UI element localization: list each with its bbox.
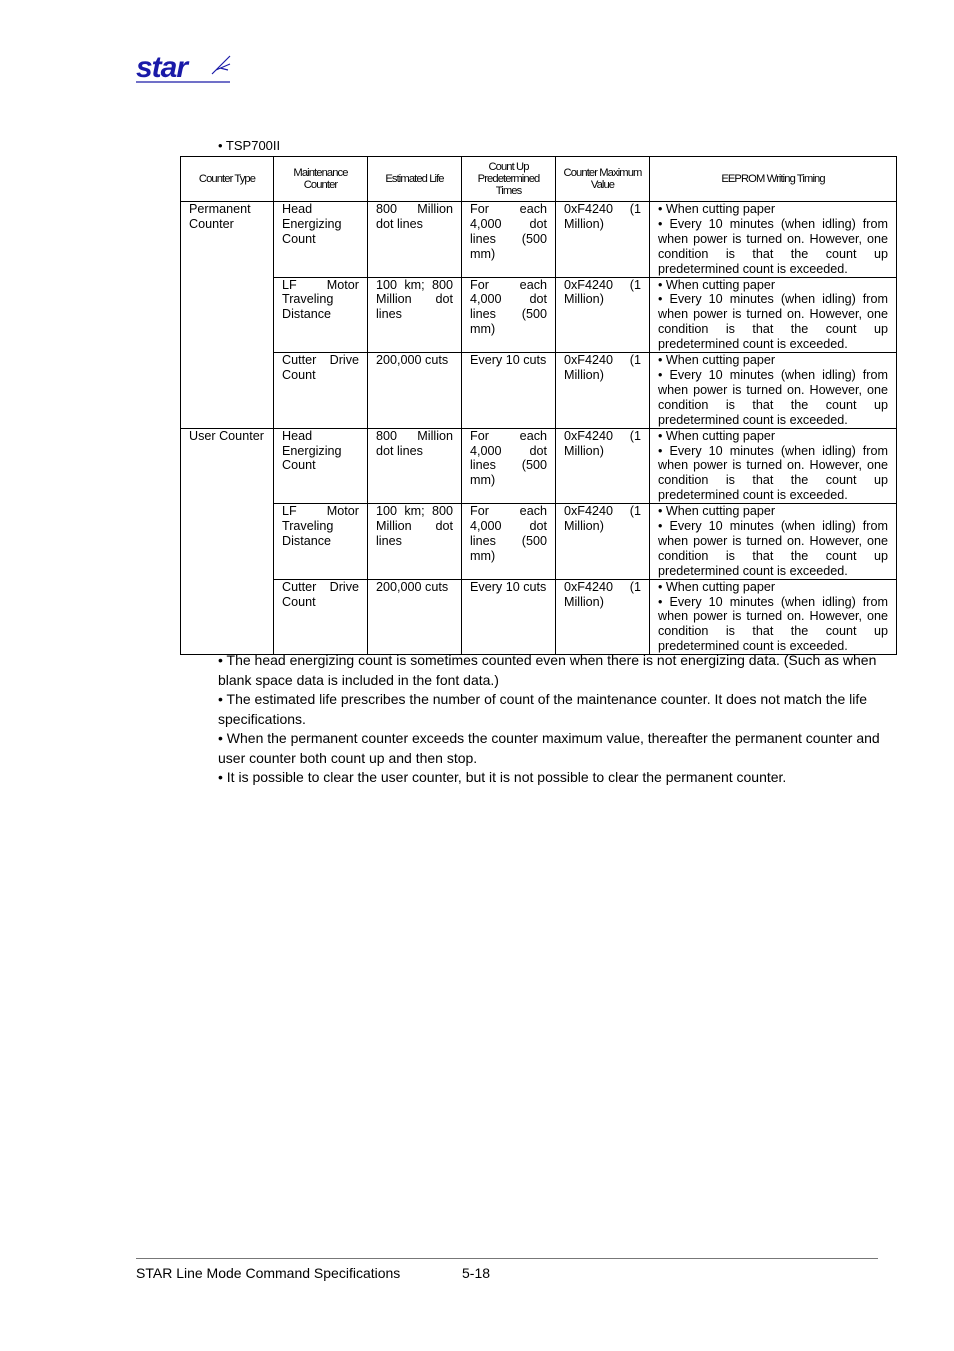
timing-line: • Every 10 minutes (when idling) from (658, 292, 888, 307)
note-4: • It is possible to clear the user counter, but it is not possible to clear the permanent counter. (218, 769, 787, 785)
timing-line: condition is that the count up (658, 246, 888, 261)
timing-line: condition is that the count up (658, 322, 888, 337)
table-body (181, 202, 897, 655)
maintenance-counter-cell: LF Motor Traveling Distance (274, 504, 368, 580)
table-row (181, 202, 897, 278)
table-row (181, 428, 897, 504)
count-up-cell: For each 4,000 dot lines (500 mm) (462, 277, 556, 353)
note-1: • The head energizing count is sometimes counted even when there is not energizing data. (Such as when blank space data is included in the font data.) (218, 652, 877, 688)
maintenance-counter-cell: Head Energizing Count (274, 202, 368, 278)
estimated-life-cell: 800 Million dot lines (368, 202, 462, 278)
timing-line: when power is turned on. However, one (658, 609, 888, 624)
eeprom-timing-cell (650, 579, 897, 655)
count-up-cell: For each 4,000 dot lines (500 mm) (462, 428, 556, 504)
count-up-cell: For each 4,000 dot lines (500 mm) (462, 504, 556, 580)
timing-line: • Every 10 minutes (when idling) from (658, 519, 888, 534)
count-up-cell: Every 10 cuts (462, 579, 556, 655)
maintenance-counter-table (180, 156, 897, 655)
note-3: • When the permanent counter exceeds the counter maximum value, thereafter the permanent counter and user counter both count up and then stop. (218, 730, 880, 766)
timing-line: condition is that the count up (658, 548, 888, 563)
table-header (181, 157, 897, 202)
timing-line: predetermined count is exceeded. (658, 337, 848, 352)
footer-doc-title: STAR Line Mode Command Specifications (136, 1265, 401, 1281)
footer-rule (136, 1258, 878, 1259)
estimated-life-cell: 100 km; 800 Million dot lines (368, 277, 462, 353)
count-up-cell: For each 4,000 dot lines (500 mm) (462, 202, 556, 278)
max-value-cell: 0xF4240 (1 Million) (556, 428, 650, 504)
timing-line: • When cutting paper (658, 277, 776, 292)
maintenance-counter-cell: LF Motor Traveling Distance (274, 277, 368, 353)
timing-line: • Every 10 minutes (when idling) from (658, 443, 888, 458)
model-label: • TSP700II (218, 138, 281, 153)
note-2: • The estimated life prescribes the number of count of the maintenance counter. It does not match the life specifications. (218, 691, 868, 727)
timing-line: when power is turned on. However, one (658, 533, 888, 548)
eeprom-timing-cell (650, 353, 897, 429)
maintenance-counter-cell: Cutter Drive Count (274, 579, 368, 655)
max-value-cell: 0xF4240 (1 Million) (556, 202, 650, 278)
count-up-cell: Every 10 cuts (462, 353, 556, 429)
star-logo-graphic (136, 52, 232, 84)
maintenance-counter-cell: Cutter Drive Count (274, 353, 368, 429)
star-logo-icon (136, 52, 232, 84)
column-header: EEPROM Writing Timing (650, 157, 897, 202)
estimated-life-cell: 200,000 cuts (368, 353, 462, 429)
eeprom-timing-cell (650, 202, 897, 278)
column-header: Counter Maximum Value (556, 157, 650, 202)
max-value-cell: 0xF4240 (1 Million) (556, 353, 650, 429)
counter-type-cell: User Counter (181, 428, 274, 655)
star-logo-text: star (136, 52, 188, 84)
table-row (181, 504, 897, 580)
eeprom-timing-cell (650, 428, 897, 504)
estimated-life-cell: 100 km; 800 Million dot lines (368, 504, 462, 580)
timing-line: predetermined count is exceeded. (658, 639, 848, 654)
column-header: Estimated Life (368, 157, 462, 202)
timing-line: condition is that the count up (658, 397, 888, 412)
timing-line: condition is that the count up (658, 473, 888, 488)
estimated-life-cell: 800 Million dot lines (368, 428, 462, 504)
timing-line: predetermined count is exceeded. (658, 488, 848, 503)
timing-line: • When cutting paper (658, 504, 776, 519)
timing-line: • Every 10 minutes (when idling) from (658, 367, 888, 382)
timing-line: when power is turned on. However, one (658, 458, 888, 473)
timing-line: • When cutting paper (658, 428, 776, 443)
table-row (181, 277, 897, 353)
timing-line: • Every 10 minutes (when idling) from (658, 594, 888, 609)
timing-line: • When cutting paper (658, 202, 776, 216)
timing-line: predetermined count is exceeded. (658, 412, 848, 427)
maintenance-counter-cell: Head Energizing Count (274, 428, 368, 504)
table-row (181, 579, 897, 655)
timing-line: when power is turned on. However, one (658, 231, 888, 246)
notes (218, 651, 888, 788)
timing-line: condition is that the count up (658, 624, 888, 639)
column-header: Maintenance Counter (274, 157, 368, 202)
estimated-life-cell: 200,000 cuts (368, 579, 462, 655)
timing-line: • Every 10 minutes (when idling) from (658, 216, 888, 231)
max-value-cell: 0xF4240 (1 Million) (556, 579, 650, 655)
column-header: Count Up Predetermined Times (462, 157, 556, 202)
eeprom-timing-cell (650, 504, 897, 580)
max-value-cell: 0xF4240 (1 Million) (556, 277, 650, 353)
eeprom-timing-cell (650, 277, 897, 353)
table-row (181, 353, 897, 429)
timing-line: predetermined count is exceeded. (658, 261, 848, 276)
timing-line: • When cutting paper (658, 579, 776, 594)
column-header: Counter Type (181, 157, 274, 202)
footer-page-number: 5-18 (462, 1265, 491, 1281)
max-value-cell: 0xF4240 (1 Million) (556, 504, 650, 580)
timing-line: when power is turned on. However, one (658, 382, 888, 397)
counter-type-cell: Permanent Counter (181, 202, 274, 429)
timing-line: predetermined count is exceeded. (658, 563, 848, 578)
timing-line: when power is turned on. However, one (658, 307, 888, 322)
timing-line: • When cutting paper (658, 353, 776, 368)
